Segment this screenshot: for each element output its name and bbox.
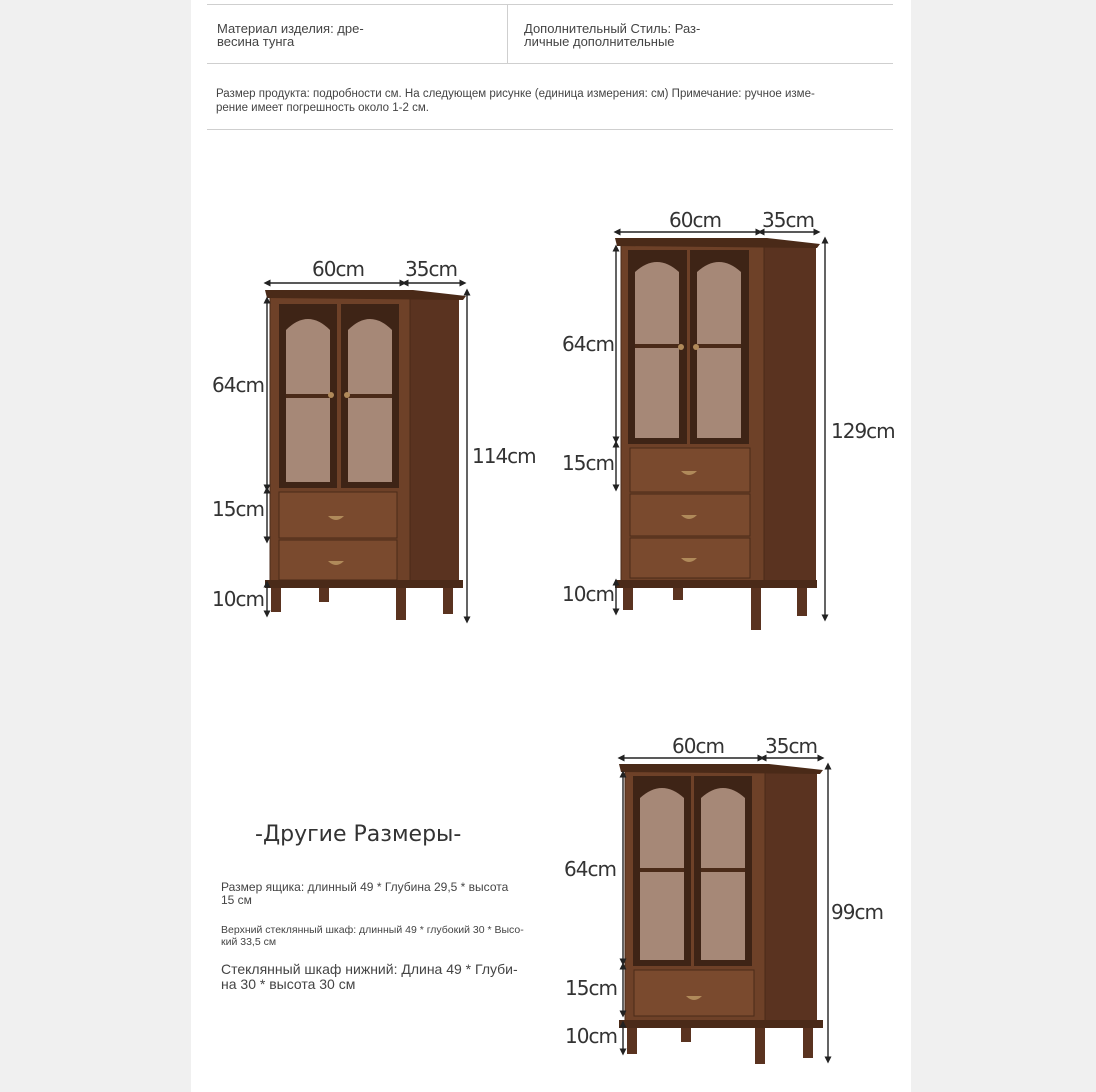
- drawer-height-label: 15cm: [562, 451, 614, 475]
- drawer-height-label: 15cm: [565, 976, 617, 1000]
- width-label: 60cm: [672, 734, 724, 758]
- leg: [673, 588, 683, 600]
- glass-height-label: 64cm: [212, 373, 264, 397]
- style-spec: Дополнительный Стиль: Раз- личные дополнительные: [524, 21, 701, 49]
- cabinet-side: [407, 296, 459, 582]
- glass-pane-right: [701, 788, 745, 960]
- other-sizes-title: -Другие Размеры-: [255, 822, 462, 847]
- size-note: Размер продукта: подробности см. На следующем рисунке (единица измерения: см) Примечание: ручное изме- рение имеет погрешность около 1-2 см.: [216, 88, 815, 114]
- knob-icon: [693, 344, 699, 350]
- leg: [319, 588, 329, 602]
- drawer: [634, 970, 754, 1016]
- knob-icon: [678, 344, 684, 350]
- leg: [443, 588, 453, 614]
- knob-icon: [328, 392, 334, 398]
- cabinet-base: [619, 1020, 823, 1028]
- glass-pane-left: [635, 262, 679, 438]
- cabinet-base: [615, 580, 817, 588]
- leg: [755, 1028, 765, 1064]
- leg: [623, 588, 633, 610]
- drawer-size-text: Размер ящика: длинный 49 * Глубина 29,5 * высота 15 см: [221, 880, 509, 907]
- drawer: [279, 540, 397, 580]
- depth-label: 35cm: [762, 208, 814, 232]
- glass-pane-left: [640, 788, 684, 960]
- cabinet-114-drawing: [212, 257, 536, 620]
- leg: [751, 588, 761, 630]
- leg: [681, 1028, 691, 1042]
- glass-pane-right: [697, 262, 741, 438]
- product-detail-sheet: [191, 0, 911, 1092]
- cabinet-side: [762, 244, 816, 582]
- upper-glass-size-text: Верхний стеклянный шкаф: длинный 49 * глубокий 30 * Высо- кий 33,5 см: [221, 924, 524, 948]
- drawer: [630, 448, 750, 492]
- glass-pane-right: [348, 319, 392, 482]
- height-label: 114cm: [472, 444, 536, 468]
- leg: [271, 588, 281, 612]
- width-label: 60cm: [312, 257, 364, 281]
- drawer: [279, 492, 397, 538]
- height-label: 99cm: [831, 900, 883, 924]
- drawer-height-label: 15cm: [212, 497, 264, 521]
- glass-height-label: 64cm: [564, 857, 616, 881]
- material-spec: Материал изделия: дре- весина тунга: [217, 21, 364, 49]
- leg: [396, 588, 406, 620]
- width-label: 60cm: [669, 208, 721, 232]
- leg-height-label: 10cm: [562, 582, 614, 606]
- leg: [803, 1028, 813, 1058]
- depth-label: 35cm: [405, 257, 457, 281]
- cabinet-129-drawing: [562, 208, 895, 630]
- cabinet-base: [265, 580, 463, 588]
- leg: [797, 588, 807, 616]
- knob-icon: [344, 392, 350, 398]
- depth-label: 35cm: [765, 734, 817, 758]
- leg-height-label: 10cm: [212, 587, 264, 611]
- height-label: 129cm: [831, 419, 895, 443]
- leg-height-label: 10cm: [565, 1024, 617, 1048]
- cabinet-side: [763, 770, 817, 1022]
- glass-height-label: 64cm: [562, 332, 614, 356]
- lower-glass-size-text: Стеклянный шкаф нижний: Длина 49 * Глуби- на 30 * высота 30 см: [221, 961, 518, 992]
- cabinet-99-drawing: [564, 734, 883, 1064]
- glass-pane-left: [286, 319, 330, 482]
- leg: [627, 1028, 637, 1054]
